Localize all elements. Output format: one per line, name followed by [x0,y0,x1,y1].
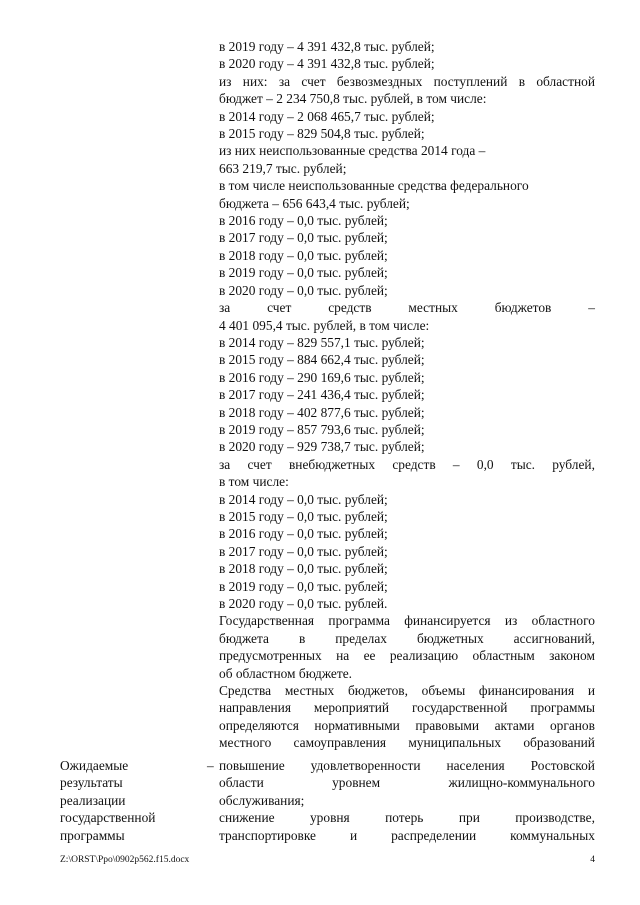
results-label-line: государственной [60,810,156,826]
text-word: уровнем [332,775,381,791]
text-line [219,717,595,734]
text-line: в 2017 году – 0,0 тыс. рублей; [219,230,388,246]
text-line: в 2019 году – 0,0 тыс. рублей; [219,578,388,594]
text-line [219,774,595,791]
text-line [219,456,595,473]
text-word: ее [363,648,376,664]
text-word: в [518,73,526,89]
results-label [60,757,210,844]
text-word: повышение [219,758,285,773]
text-word: мероприятий [313,700,390,716]
text-word: рублей, [552,456,595,472]
text-word: правовыми [415,717,480,733]
text-word: актами [494,717,535,733]
text-word: средств [328,300,372,316]
text-word: за [219,456,231,472]
text-word: муниципальных [408,735,502,751]
text-line: в 2017 году – 0,0 тыс. рублей; [219,543,388,559]
text-word: распределении [391,827,477,843]
results-dash: – [207,758,214,773]
text-word: местных [284,683,335,699]
text-line: в 2020 году – 929 738,7 тыс. рублей; [219,439,425,455]
text-word: них: [242,73,268,89]
text-word: финансирования [478,683,575,699]
text-line: в 2018 году – 402 877,6 тыс. рублей; [219,404,425,420]
results-label-line: Ожидаемые [60,758,129,773]
text-word: предусмотренных [219,648,322,664]
text-word: и [587,683,595,699]
text-word: бюджетов, [347,683,408,699]
text-line: об областном бюджете. [219,665,352,681]
results-label-line: программы [60,827,125,843]
text-word: средств [392,456,436,472]
text-word: местного [219,735,272,751]
text-word: государственной [412,700,508,716]
text-line: 4 401 095,4 тыс. рублей, в том числе: [219,317,430,333]
text-line: бюджета – 656 643,4 тыс. рублей; [219,195,410,211]
text-line: в 2020 году – 0,0 тыс. рублей. [219,596,388,611]
text-line: в 2020 году – 4 391 432,8 тыс. рублей; [219,56,435,72]
results-label-line: результаты [60,775,123,791]
text-word: производстве, [515,810,595,826]
text-word: бюджета [219,630,269,646]
text-word: счет [301,73,326,89]
text-word: счет [247,456,272,472]
text-line [219,299,595,316]
text-word: областной [536,73,595,89]
footer-page-number: 4 [590,855,595,865]
text-line: бюджет – 2 234 750,8 тыс. рублей, в том числе: [219,91,487,107]
text-line [219,827,595,844]
text-word: снижение [219,810,275,826]
text-word: тыс. [510,456,536,472]
text-line [219,682,595,699]
text-line [219,757,595,774]
text-line: обслуживания; [219,792,305,808]
text-word: Ростовской [530,758,595,773]
text-line: в 2015 году – 829 504,8 тыс. рублей; [219,126,425,142]
text-line: в 2015 году – 0,0 тыс. рублей; [219,508,388,524]
text-word: поступлений [433,73,508,89]
text-line: в том числе неиспользованные средства федерального [219,178,529,194]
text-word: нормативными [314,717,400,733]
text-line: в 2014 году – 0,0 тыс. рублей; [219,491,388,507]
text-word: на [336,648,350,664]
text-word: образований [523,735,595,751]
text-line [219,699,595,716]
text-word: 0,0 [476,456,494,472]
text-word: областным [472,648,535,664]
text-word: направления [219,700,292,716]
text-line: в 2016 году – 0,0 тыс. рублей; [219,526,388,542]
text-word: при [458,810,480,826]
text-line: в 2019 году – 857 793,6 тыс. рублей; [219,421,425,437]
text-word: потерь [385,810,424,826]
text-line [219,73,595,90]
results-label-line: реализации [60,792,126,808]
text-word: реализацию [389,648,459,664]
text-word: транспортировке [219,827,316,843]
text-word: Средства [219,683,272,699]
text-line: в 2018 году – 0,0 тыс. рублей; [219,561,388,577]
text-line: в 2014 году – 2 068 465,7 тыс. рублей; [219,108,435,124]
text-word: – [452,456,460,472]
text-word: из [219,73,232,89]
text-line: в 2016 году – 0,0 тыс. рублей; [219,213,388,229]
text-line: в 2020 году – 0,0 тыс. рублей; [219,282,388,298]
text-line: 663 219,7 тыс. рублей; [219,160,347,176]
text-word: финансируется [404,613,491,629]
footer-file-path: Z:\ORST\Ppo\0902p562.f15.docx [60,855,190,865]
text-word: определяются [219,717,299,733]
text-line: в 2016 году – 290 169,6 тыс. рублей; [219,369,425,385]
text-word: объемы [421,683,466,699]
text-line [219,734,595,751]
text-word: бюджетных [416,630,484,646]
text-line: в том числе: [219,474,289,490]
text-line [219,809,595,826]
text-word: программы [530,700,595,716]
text-word: бюджетов [494,300,552,316]
text-word: жилищно-коммунального [448,775,595,791]
text-word: удовлетворенности [310,758,421,773]
text-word: органов [549,717,595,733]
text-line [219,647,595,664]
text-line: в 2017 году – 241 436,4 тыс. рублей; [219,387,425,403]
text-word: за [278,73,291,89]
text-word: – [588,300,595,316]
text-word: в [298,630,306,646]
text-word: из [504,613,518,629]
text-line: в 2014 году – 829 557,1 тыс. рублей; [219,334,425,350]
text-word: области [219,775,264,791]
text-line: из них неиспользованные средства 2014 года – [219,143,486,159]
text-word: счет [267,300,292,316]
text-word: уровня [309,810,350,826]
text-word: местных [408,300,458,316]
text-word: коммунальных [510,827,595,843]
text-word: за [219,300,231,316]
text-word: программа [328,613,390,629]
text-line [219,630,595,647]
text-word: и [349,827,358,843]
text-line: в 2019 году – 0,0 тыс. рублей; [219,265,388,281]
text-word: областного [531,613,595,629]
text-line: в 2018 году – 0,0 тыс. рублей; [219,247,388,263]
text-word: населения [446,758,505,773]
text-line: в 2015 году – 884 662,4 тыс. рублей; [219,352,425,368]
text-word: законом [549,648,595,664]
text-word: безвозмездных [336,73,423,89]
text-word: Государственная [219,613,315,629]
text-line [219,612,595,629]
text-word: ассигнований, [513,630,595,646]
text-word: внебюджетных [288,456,376,472]
text-word: пределах [335,630,387,646]
results-text [219,757,595,844]
text-line: в 2019 году – 4 391 432,8 тыс. рублей; [219,39,435,54]
financing-text [219,38,595,752]
text-word: самоуправления [293,735,387,751]
